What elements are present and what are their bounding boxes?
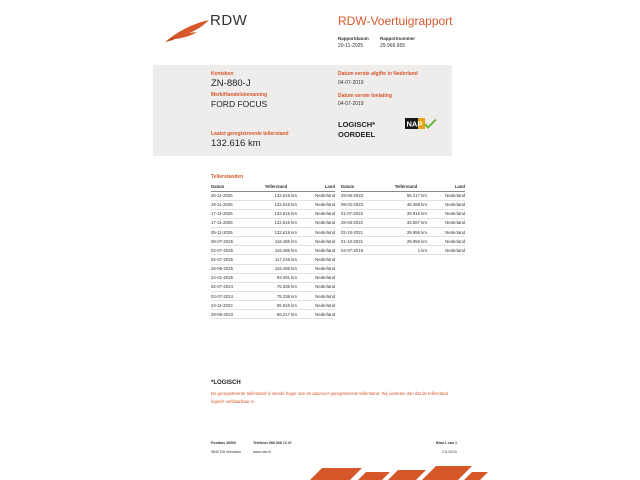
odometer-row	[211, 310, 335, 319]
odometer-km-cell: 117.246 km	[255, 255, 297, 264]
odometer-row	[211, 292, 335, 301]
odometer-land-cell: Nederland	[427, 209, 465, 218]
odometer-row	[211, 264, 335, 273]
footer-phone: Telefoon 088 008 74 47	[253, 441, 292, 445]
odometer-date-cell: 01-10-2021	[341, 237, 385, 246]
odometer-km-cell: 29.956 km	[385, 228, 427, 237]
odometer-km-cell: 75.336 km	[255, 282, 297, 291]
odometer-land-cell: Nederland	[297, 191, 335, 200]
odometer-km-cell: 39.915 km	[385, 209, 427, 218]
odometer-land-cell: Nederland	[427, 237, 465, 246]
odometer-land-cell: Nederland	[297, 200, 335, 209]
odometer-land-cell: Nederland	[297, 292, 335, 301]
odometer-date-cell: 17-11-2025	[211, 209, 255, 218]
odometer-km-cell: 1 km	[385, 246, 427, 255]
odometer-row	[341, 209, 465, 218]
odometer-date-cell: 25-06-2025	[211, 264, 255, 273]
odometer-date-cell: 29-06-2023	[211, 310, 255, 319]
odometer-row	[211, 200, 335, 209]
vehicle-summary-panel	[153, 65, 452, 156]
plate-label: Kenteken	[211, 71, 234, 77]
odometer-row	[211, 237, 335, 246]
odometer-km-cell: 116.486 km	[255, 264, 297, 273]
nap-text: NAP	[406, 119, 423, 129]
odometer-km-cell: 65.910 km	[255, 301, 297, 310]
odometer-land-cell: Nederland	[297, 237, 335, 246]
make-label: Merk/Handelsbenaming	[211, 92, 268, 98]
odometer-date-cell: 29-06-2023	[341, 191, 385, 200]
col-land-header: Land	[297, 182, 335, 191]
odometer-km-cell: 56.217 km	[255, 310, 297, 319]
odometer-land-cell: Nederland	[427, 200, 465, 209]
odometer-row	[211, 255, 335, 264]
odometer-row	[211, 228, 335, 237]
odometer-date-cell: 05-11-2025	[211, 228, 255, 237]
odometer-date-cell: 09-02-2023	[341, 200, 385, 209]
odometer-row	[341, 200, 465, 209]
first-nl-label: Datum eerste afgifte in Nederland	[338, 71, 418, 77]
odometer-land-cell: Nederland	[297, 246, 335, 255]
report-date: 20-11-2025	[338, 43, 364, 49]
report-date-label: Rapportdatum	[338, 36, 369, 41]
decorative-stripes-icon	[300, 462, 490, 480]
odometer-row	[211, 301, 335, 310]
odometer-row	[211, 191, 335, 200]
odometer-date-cell: 04-07-2019	[341, 246, 385, 255]
odometer-date-cell: 24-11-2023	[211, 301, 255, 310]
odometer-land-cell: Nederland	[427, 191, 465, 200]
odometer-land-cell: Nederland	[297, 282, 335, 291]
odometer-row	[341, 218, 465, 227]
col-date-header: Datum	[341, 182, 385, 191]
odometer-land-cell: Nederland	[297, 218, 335, 227]
odometer-km-cell: 132.616 km	[255, 228, 297, 237]
rdw-logo-icon	[163, 18, 211, 44]
odometer-km-cell: 116.486 km	[255, 246, 297, 255]
odometer-date-cell: 08-07-2025	[211, 237, 255, 246]
odometer-date-cell: 20-11-2025	[211, 191, 255, 200]
odometer-row	[341, 237, 465, 246]
odometer-land-cell: Nederland	[297, 209, 335, 218]
odometer-date-cell: 19-11-2025	[211, 200, 255, 209]
report-number: 29.969.955	[380, 43, 406, 49]
odometer-km-cell: 29.956 km	[385, 237, 427, 246]
col-date-header: Datum	[211, 182, 255, 191]
odometer-date-cell: 02-10-2021	[341, 228, 385, 237]
last-odometer-value: 132.616 km	[211, 138, 261, 149]
odometer-row	[211, 273, 335, 282]
logisch-note-title: *LOGISCH	[211, 380, 241, 386]
odometer-table-left	[211, 182, 335, 319]
first-admission-label: Datum eerste toelating	[338, 93, 392, 99]
footer-city: 9640 RA Veendam	[211, 450, 241, 454]
odometer-row	[211, 246, 335, 255]
odometer-section-title: Tellerstanden	[211, 174, 244, 180]
col-land-header: Land	[427, 182, 465, 191]
odometer-km-cell: 33.567 km	[385, 218, 427, 227]
odometer-km-cell: 132.616 km	[255, 200, 297, 209]
plate-value: ZN-880-J	[211, 78, 251, 89]
odometer-date-cell: 02-07-2024	[211, 292, 255, 301]
odometer-row	[211, 209, 335, 218]
logisch-note-text: De geregistreerde tellerstand is steeds hoger dan de daarvoor geregistreerde tellerstand. Wij oordelen dan dat de tellerstand logisch verklaarbaar is.	[211, 391, 448, 404]
first-admission-value: 04-07-2019	[338, 101, 364, 107]
odometer-date-cell: 17-11-2025	[211, 218, 255, 227]
last-odometer-label: Laatst geregistreerde tellerstand	[211, 131, 289, 137]
odometer-km-cell: 132.616 km	[255, 218, 297, 227]
odometer-km-cell: 46.369 km	[385, 200, 427, 209]
odometer-land-cell: Nederland	[297, 228, 335, 237]
odometer-km-cell: 93.491 km	[255, 273, 297, 282]
odometer-table-right	[341, 182, 465, 255]
odometer-date-cell: 01-07-2022	[341, 209, 385, 218]
odometer-row	[341, 191, 465, 200]
nap-check-icon	[405, 118, 437, 129]
odometer-row	[211, 218, 335, 227]
odometer-land-cell: Nederland	[297, 301, 335, 310]
odometer-date-cell: 28-03-2022	[341, 218, 385, 227]
first-nl-value: 04-07-2019	[338, 80, 364, 86]
odometer-land-cell: Nederland	[297, 255, 335, 264]
odometer-row	[211, 282, 335, 291]
odometer-km-cell: 132.616 km	[255, 191, 297, 200]
brand-name: RDW	[210, 12, 248, 29]
make-value: FORD FOCUS	[211, 99, 268, 109]
odometer-date-cell: 02-07-2025	[211, 255, 255, 264]
odometer-km-cell: 116.486 km	[255, 237, 297, 246]
odometer-land-cell: Nederland	[427, 228, 465, 237]
odometer-date-cell: 24-01-2025	[211, 273, 255, 282]
verdict-line1: LOGISCH*	[338, 120, 376, 129]
report-title: RDW-Voertuigrapport	[338, 14, 453, 28]
footer-version: 2.6.10/10	[442, 450, 457, 454]
odometer-km-cell: 75.336 km	[255, 292, 297, 301]
odometer-land-cell: Nederland	[297, 273, 335, 282]
odometer-km-cell: 56.217 km	[385, 191, 427, 200]
odometer-land-cell: Nederland	[297, 264, 335, 273]
odometer-land-cell: Nederland	[297, 310, 335, 319]
odometer-km-cell: 132.616 km	[255, 209, 297, 218]
footer-page: Blad 1 van 1	[436, 441, 457, 445]
odometer-land-cell: Nederland	[427, 218, 465, 227]
odometer-land-cell: Nederland	[427, 246, 465, 255]
odometer-date-cell: 02-07-2024	[211, 282, 255, 291]
report-number-label: Rapportnummer	[380, 36, 416, 41]
odometer-row	[341, 228, 465, 237]
footer-po-box: Postbus 30000	[211, 441, 237, 445]
odometer-date-cell: 02-07-2025	[211, 246, 255, 255]
odometer-row	[341, 246, 465, 255]
footer-website[interactable]: www.rdw.nl	[253, 450, 271, 454]
verdict-line2: OORDEEL	[338, 130, 376, 139]
col-km-header: Tellerstand	[385, 182, 427, 191]
col-km-header: Tellerstand	[255, 182, 297, 191]
